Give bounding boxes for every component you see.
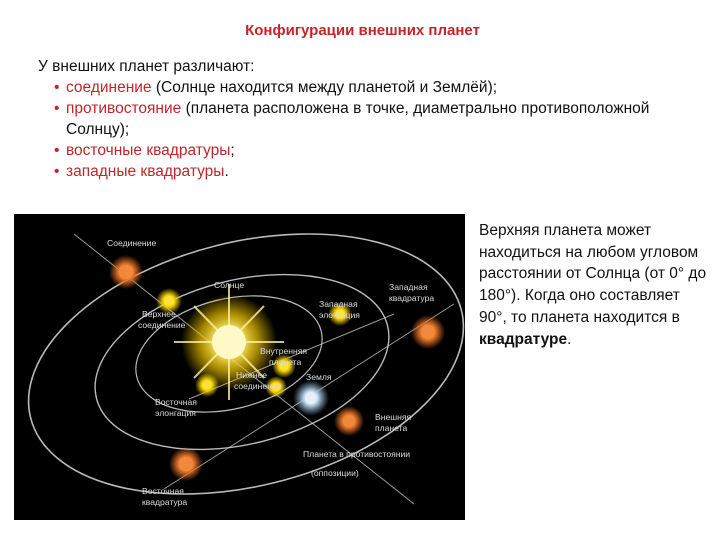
label-east-quadrature-2: квадратура bbox=[142, 497, 188, 507]
term-opposition: противостояние bbox=[66, 100, 182, 117]
label-west-quadrature-2: квадратура bbox=[389, 293, 435, 303]
side-explanation bbox=[479, 220, 709, 350]
bullet-icon: • bbox=[54, 163, 60, 180]
label-sun: Солнце bbox=[214, 280, 245, 290]
label-west-elongation-1: Западная bbox=[319, 299, 358, 309]
diagram-svg bbox=[14, 214, 465, 520]
list-item bbox=[54, 161, 678, 182]
label-lower-conjunction-2: соединение bbox=[234, 381, 282, 391]
term-east-quadrature: восточные квадратуры bbox=[66, 142, 231, 159]
label-upper-conjunction-1: Верхнее bbox=[142, 309, 176, 319]
side-text-body: Верхняя планета может находиться на любом угловом расстоянии от Солнца (от 0° до 180°). Когда оно составляет 90°, то планета находится в bbox=[479, 222, 707, 326]
label-opposition-2: (оппозиции) bbox=[311, 468, 359, 478]
bullet-icon: • bbox=[54, 79, 60, 96]
label-outer-planet-1: Внешняя bbox=[375, 412, 412, 422]
list-item bbox=[54, 140, 678, 161]
list-item bbox=[54, 77, 678, 98]
label-earth: Земля bbox=[306, 372, 332, 382]
intro-lead: У внешних планет различают: bbox=[38, 58, 255, 75]
side-text-end: . bbox=[567, 330, 572, 348]
configuration-list bbox=[38, 77, 678, 182]
label-opposition-1: Планета в противостоянии bbox=[303, 449, 411, 459]
east-quadrature-planet bbox=[169, 447, 203, 481]
planet-configuration-diagram bbox=[14, 214, 465, 520]
bullet-icon: • bbox=[54, 100, 60, 117]
term-description: (планета расположена в точке, диаметрально противоположной Солнцу); bbox=[66, 100, 650, 138]
label-west-elongation-2: элонгация bbox=[319, 310, 360, 320]
label-upper-conjunction-2: соединение bbox=[138, 320, 186, 330]
term-conjunction: соединение bbox=[66, 79, 152, 96]
label-conjunction: Соединение bbox=[107, 238, 157, 248]
west-quadrature-planet bbox=[411, 315, 445, 349]
bullet-icon: • bbox=[54, 142, 60, 159]
earth bbox=[293, 380, 329, 416]
intro-block bbox=[38, 56, 678, 182]
label-east-elongation-1: Восточная bbox=[155, 397, 197, 407]
side-text-term: квадратуре bbox=[479, 330, 568, 348]
term-description: . bbox=[224, 163, 229, 180]
conjunction-planet bbox=[109, 255, 143, 289]
list-item bbox=[54, 98, 678, 140]
term-description: ; bbox=[230, 142, 235, 159]
label-inner-planet-1: Внутренняя bbox=[260, 346, 308, 356]
slide-title: Конфигурации внешних планет bbox=[245, 22, 480, 39]
label-lower-conjunction-1: Нижнее bbox=[236, 370, 268, 380]
label-inner-planet-2: планета bbox=[269, 357, 302, 367]
term-description: (Солнце находится между планетой и Землёй); bbox=[151, 79, 498, 96]
outer-planet bbox=[334, 406, 364, 436]
east-elongation-planet bbox=[195, 373, 219, 397]
label-west-quadrature-1: Западная bbox=[389, 282, 428, 292]
label-east-quadrature-1: Восточная bbox=[142, 486, 184, 496]
term-west-quadrature: западные квадратуры bbox=[66, 163, 225, 180]
label-east-elongation-2: элонгация bbox=[155, 408, 196, 418]
label-outer-planet-2: планета bbox=[375, 423, 408, 433]
